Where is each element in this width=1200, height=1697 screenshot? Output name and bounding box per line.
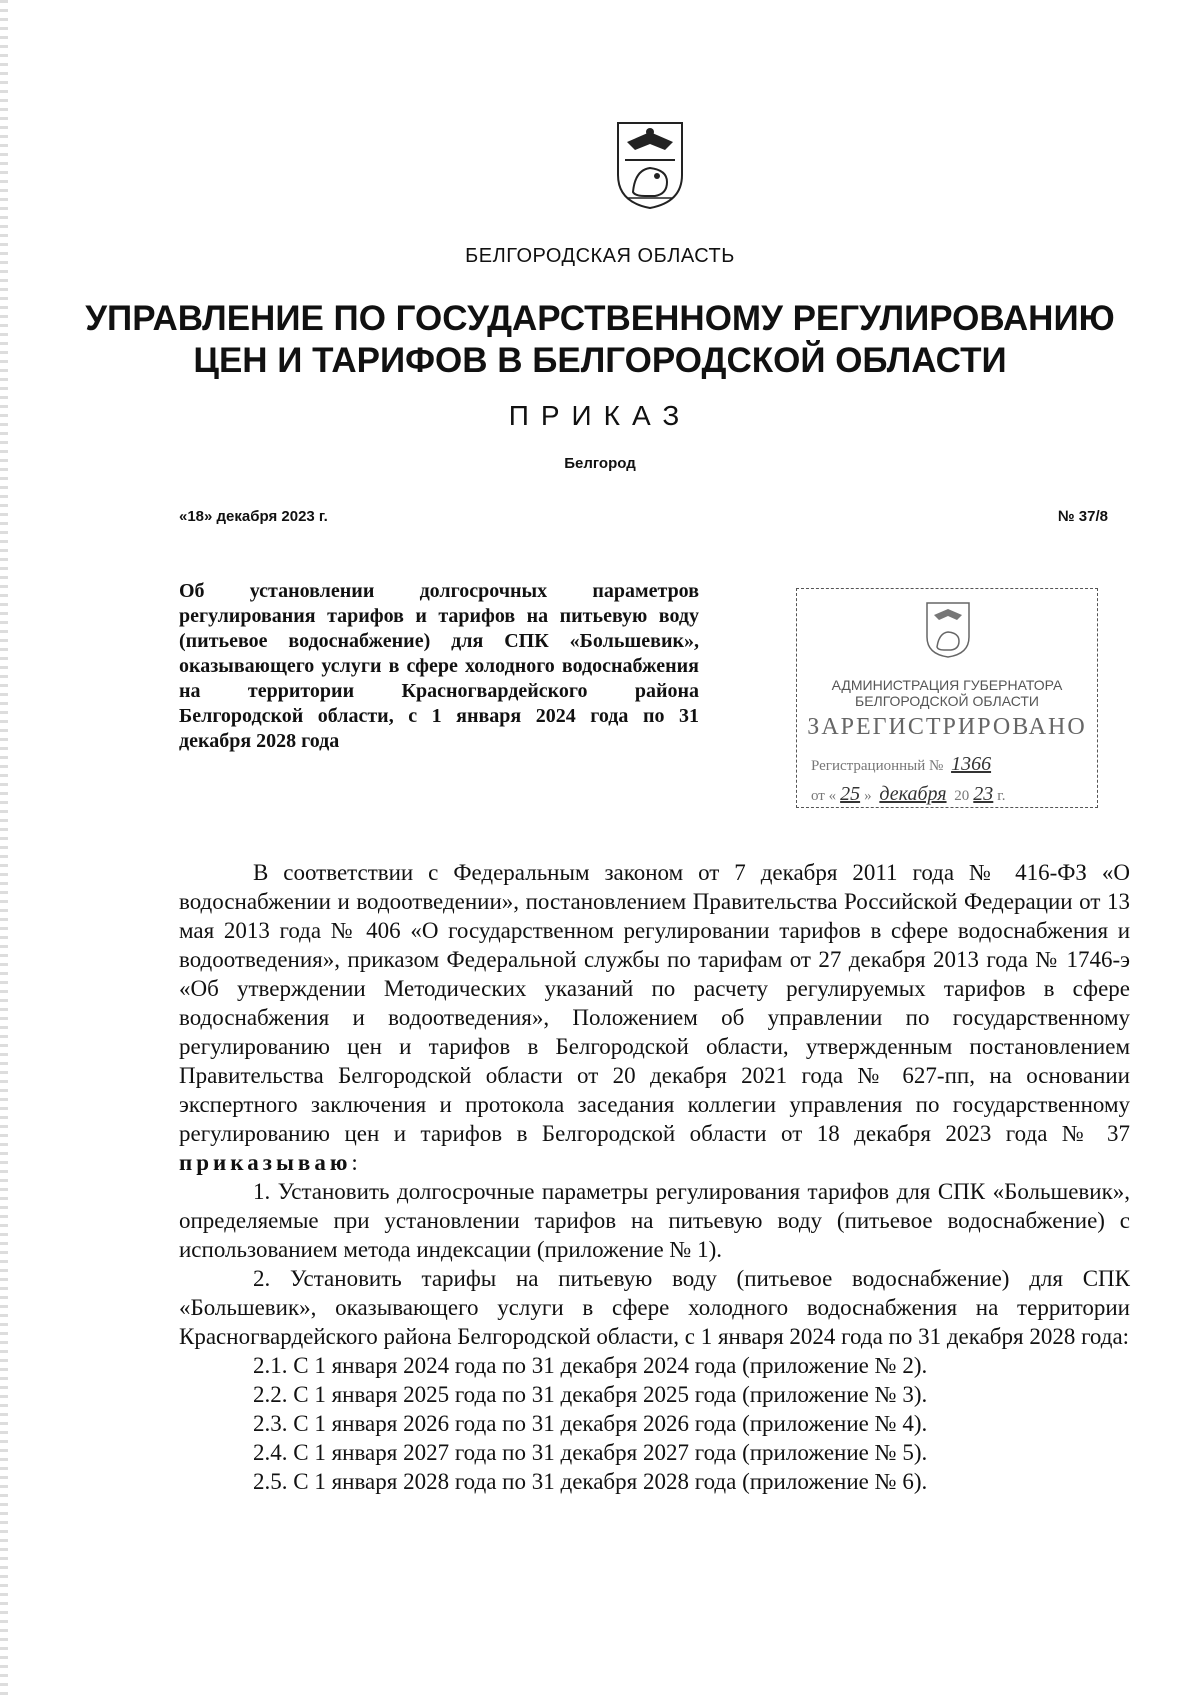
- order-subject: Об установлении долгосрочных параметров регулирования тарифов и тарифов на питьевую воду (питьевое водоснабжение) для СПК «Большевик», оказывающего услуги в сфере холодного водоснабжения на территории Красногвардейского района Белгородской области, с 1 января 2024 года по 31 декабря 2028 года: [179, 580, 699, 752]
- stamp-authority: [797, 677, 1097, 709]
- stamp-month: декабря: [879, 783, 947, 805]
- authority-line-2: ЦЕН И ТАРИФОВ В БЕЛГОРОДСКОЙ ОБЛАСТИ: [193, 341, 1007, 380]
- stamp-registered: ЗАРЕГИСТРИРОВАНО: [807, 714, 1087, 740]
- subitem-2-5: 2.5. С 1 января 2028 года по 31 декабря 2028 года (приложение № 6).: [253, 1469, 928, 1494]
- preamble-paragraph: [179, 858, 1130, 1177]
- stamp-emblem-icon: [925, 601, 971, 659]
- stamp-line-2: БЕЛГОРОДСКОЙ ОБЛАСТИ: [855, 693, 1039, 709]
- stamp-year: 23: [973, 783, 994, 805]
- item-2: 2. Установить тарифы на питьевую воду (питьевое водоснабжение) для СПК «Большевик», оказывающего услуги в сфере холодного водоснабжения на территории Красногвардейского района Белгородской области, с 1 января 2024 года по 31 декабря 2028 года:: [179, 1266, 1130, 1349]
- subitem-2-1: 2.1. С 1 января 2024 года по 31 декабря 2024 года (приложение № 2).: [253, 1353, 928, 1378]
- region-name: БЕЛГОРОДСКАЯ ОБЛАСТЬ: [465, 245, 735, 267]
- subitem-2-3: 2.3. С 1 января 2026 года по 31 декабря 2026 года (приложение № 4).: [253, 1411, 928, 1436]
- coat-of-arms-emblem: [615, 120, 685, 210]
- stamp-reg-label: Регистрационный №: [811, 758, 944, 774]
- subitem-2-2: 2.2. С 1 января 2025 года по 31 декабря 2025 года (приложение № 3).: [253, 1382, 928, 1407]
- order-date: «18» декабря 2023 г.: [179, 508, 328, 525]
- city: Белгород: [564, 455, 636, 472]
- item-1: 1. Установить долгосрочные параметры регулирования тарифов для СПК «Большевик», определяемые при установлении тарифов на питьевую воду (питьевое водоснабжение) с использованием метода индексации (приложение № 1).: [179, 1179, 1130, 1262]
- document-type: ПРИКАЗ: [508, 400, 692, 431]
- stamp-from-prefix: от «: [811, 788, 837, 804]
- preamble-text: В соответствии с Федеральным законом от 7 декабря 2011 года № 416-ФЗ «О водоснабжении и водоотведении», постановлением Правительства Российской Федерации от 13 мая 2013 года № 406 «О государственном регулировании тарифов в сфере водоснабжения и водоотведения», приказом Федеральной службы по тарифам от 27 декабря 2013 года № 1746-э «Об утверждении Методических указаний по расчету регулируемых тарифов в сфере водоснабжения и водоотведения», Положением об управлении по государственному регулированию цен и тарифов в Белгородской области, утвержденным постановлением Правительства Белгородской области от 20 декабря 2021 года № 627-пп, на основании экспертного заключения и протокола заседания коллегии управления по государственному регулированию цен и тарифов в Белгородской области от 18 декабря 2023 года № 37: [179, 860, 1130, 1146]
- stamp-reg-number: 1366: [951, 753, 992, 775]
- registration-stamp: [796, 588, 1098, 808]
- order-number: № 37/8: [1057, 508, 1108, 525]
- order-body: [179, 858, 1130, 1496]
- authority-name: [0, 298, 1200, 382]
- authority-line-1: УПРАВЛЕНИЕ ПО ГОСУДАРСТВЕННОМУ РЕГУЛИРОВАНИЮ: [85, 299, 1115, 338]
- stamp-reg-number-row: [811, 753, 995, 776]
- subitem-2-4: 2.4. С 1 января 2027 года по 31 декабря 2027 года (приложение № 5).: [253, 1440, 928, 1465]
- stamp-date-row: [811, 783, 1006, 806]
- stamp-year-prefix: 20: [954, 788, 970, 804]
- stamp-year-suffix: г.: [997, 788, 1006, 804]
- order-colon: :: [351, 1150, 358, 1175]
- stamp-mid: »: [864, 788, 872, 804]
- stamp-day: 25: [840, 783, 861, 805]
- stamp-line-1: АДМИНИСТРАЦИЯ ГУБЕРНАТОРА: [831, 677, 1063, 693]
- order-word: приказываю: [179, 1150, 352, 1175]
